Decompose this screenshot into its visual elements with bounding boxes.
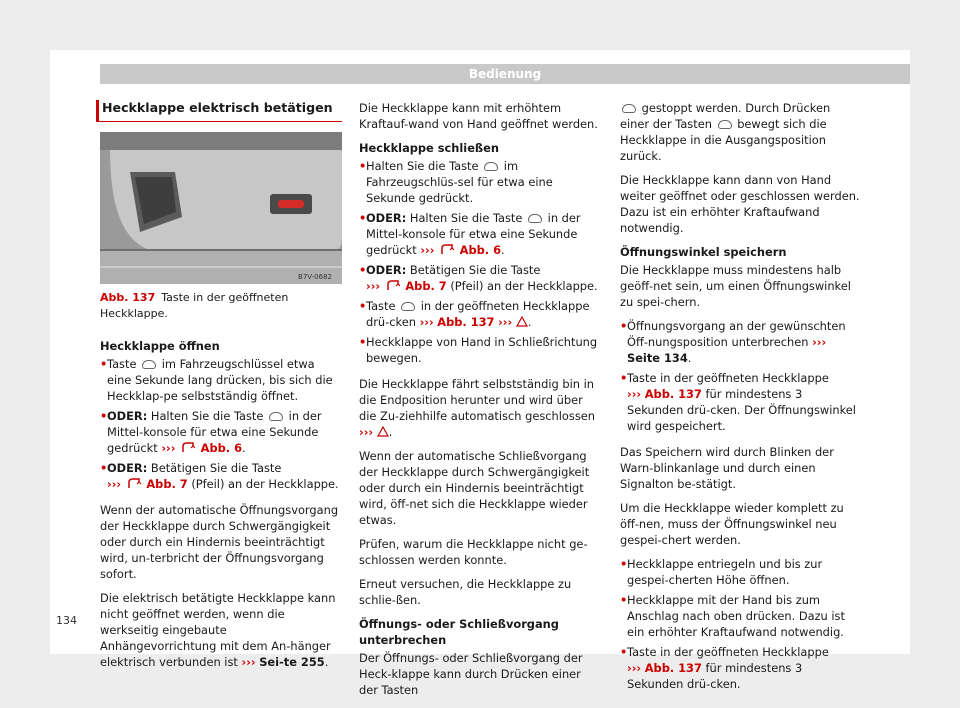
list-item: • Taste im Fahrzeugschlüssel etwa eine Sekunde lang drücken, bis sich die Heckklap-pe selbstständig öffnet. — [100, 356, 342, 404]
stop-heading: Öffnungs- oder Schließvorgang unterbrechen — [359, 617, 559, 647]
paragraph: gestoppt werden. Durch Drücken einer der Tasten bewegt sich die Heckklappe in die Ausgangsposition zurück. — [620, 101, 831, 163]
paragraph: Die Heckklappe fährt selbstständig bin in die Endposition herunter und wird über die Zu-ziehhilfe automatisch geschlossen ››› . — [359, 377, 595, 439]
figure-label: Abb. 137 — [100, 291, 156, 304]
manual-page — [50, 50, 910, 697]
list-item: • Heckklappe von Hand in Schließrichtung bewegen. — [359, 334, 601, 366]
list-item: • Heckklappe mit der Hand bis zum Anschlag nach oben drücken. Dazu ist ein erhöhter Kraftaufwand notwendig. — [620, 592, 862, 640]
figure-link[interactable]: Abb. 137 — [437, 315, 495, 329]
figure-caption — [100, 290, 342, 322]
paragraph: Die Heckklappe muss mindestens halb geöff-net sein, um einen Öffnungswinkel zu spei-chern. — [620, 263, 851, 309]
figure-link[interactable]: Abb. 7 — [146, 477, 188, 491]
tailgate-button-figure — [100, 132, 342, 284]
section-title-block — [96, 100, 342, 122]
column-1 — [100, 100, 342, 678]
key-icon — [269, 412, 283, 421]
key-icon — [528, 214, 542, 223]
paragraph: Um die Heckklappe wieder komplett zu öff-nen, muss der Öffnungswinkel neu gespei-chert werden. — [620, 501, 844, 547]
tailgate-icon — [127, 478, 141, 490]
figure-code: B7V-0682 — [298, 273, 332, 281]
paragraph: Die elektrisch betätigte Heckklappe kann nicht geöffnet werden, wenn die werkseitig eingebaute Anhängevorrichtung mit dem An-hänger elektrisch verbunden ist ››› Sei-te 255. — [100, 591, 336, 669]
paragraph: Erneut versuchen, die Heckklappe zu schlie-ßen. — [359, 577, 572, 607]
list-item: • ODER: Betätigen Sie die Taste ››› Abb. 7 (Pfeil) an der Heckklappe. — [359, 262, 601, 294]
open-heading: Heckklappe öffnen — [100, 339, 220, 353]
paragraph: Wenn der automatische Öffnungsvorgang der Heckklappe durch Schwergängigkeit oder durch ein Hindernis beeinträchtigt wird, un-terbricht der Öffnungsvorgang sofort. — [100, 503, 339, 581]
key-icon — [401, 302, 415, 311]
page-link[interactable]: Seite 134 — [627, 351, 688, 365]
figure-link[interactable]: Abb. 6 — [200, 441, 243, 455]
list-item: • Heckklappe entriegeln und bis zur gespei-cherten Höhe öffnen. — [620, 556, 862, 588]
save-heading: Öffnungswinkel speichern — [620, 245, 787, 259]
list-item: • Taste in der geöffneten Heckklappe ››› Abb. 137 für mindestens 3 Sekunden drü-cken. — [620, 644, 862, 692]
list-item: • ODER: Halten Sie die Taste in der Mittel-konsole für etwa eine Sekunde gedrückt ››› Abb. 6. — [359, 210, 601, 258]
column-3 — [620, 100, 862, 696]
section-header: Bedienung — [100, 64, 910, 84]
tailgate-icon — [440, 244, 454, 256]
figure-link[interactable]: Abb. 137 — [644, 387, 702, 401]
list-item: • Öffnungsvorgang an der gewünschten Öff-nungsposition unterbrechen ››› Seite 134. — [620, 318, 862, 366]
warning-icon — [516, 316, 528, 327]
key-icon — [718, 120, 732, 129]
column-2 — [359, 100, 601, 706]
list-item: • Halten Sie die Taste im Fahrzeugschlüs-sel für etwa eine Sekunde gedrückt. — [359, 158, 601, 206]
section-title: Heckklappe elektrisch betätigen — [102, 100, 333, 115]
paragraph: Wenn der automatische Schließvorgang der Heckklappe durch Schwergängigkeit oder durch ein Hindernis beeinträchtigt wird, öff-net sich die Heckklappe wieder etwas. — [359, 449, 590, 527]
key-icon — [142, 360, 156, 369]
figure-caption-text: Taste in der geöffneten Heckklappe. — [100, 291, 289, 320]
page-number: 134 — [56, 614, 77, 627]
list-item: • ODER: Halten Sie die Taste in der Mittel-konsole für etwa eine Sekunde gedrückt ››› Abb. 6. — [100, 408, 342, 456]
tailgate-icon — [386, 280, 400, 292]
paragraph: Die Heckklappe kann dann von Hand weiter geöffnet oder geschlossen werden. Dazu ist ein erhöhter Kraftaufwand notwendig. — [620, 173, 860, 235]
paragraph: Die Heckklappe kann mit erhöhtem Kraftauf-wand von Hand geöffnet werden. — [359, 101, 598, 131]
tailgate-illustration — [100, 132, 342, 284]
list-item: • ODER: Betätigen Sie die Taste ››› Abb. 7 (Pfeil) an der Heckklappe. — [100, 460, 342, 492]
list-item: • Taste in der geöffneten Heckklappe ››› Abb. 137 für mindestens 3 Sekunden drü-cken. Der Öffnungswinkel wird gespeichert. — [620, 370, 862, 434]
paragraph: Prüfen, warum die Heckklappe nicht ge-schlossen werden konnte. — [359, 537, 588, 567]
paragraph: Das Speichern wird durch Blinken der Warn-blinkanlage und durch einen Signalton be-stätigt. — [620, 445, 834, 491]
paragraph: Der Öffnungs- oder Schließvorgang der Heck-klappe kann durch Drücken einer der Tasten — [359, 651, 583, 697]
key-icon — [484, 162, 498, 171]
page-link[interactable]: Sei-te 255 — [259, 655, 325, 669]
figure-link[interactable]: Abb. 137 — [644, 661, 702, 675]
tailgate-icon — [181, 442, 195, 454]
close-heading: Heckklappe schließen — [359, 141, 499, 155]
key-icon — [622, 104, 636, 113]
figure-link[interactable]: Abb. 6 — [459, 243, 502, 257]
list-item: • Taste in der geöffneten Heckklappe drü-cken ››› Abb. 137 ››› . — [359, 298, 601, 330]
warning-icon — [377, 426, 389, 437]
figure-link[interactable]: Abb. 7 — [405, 279, 447, 293]
